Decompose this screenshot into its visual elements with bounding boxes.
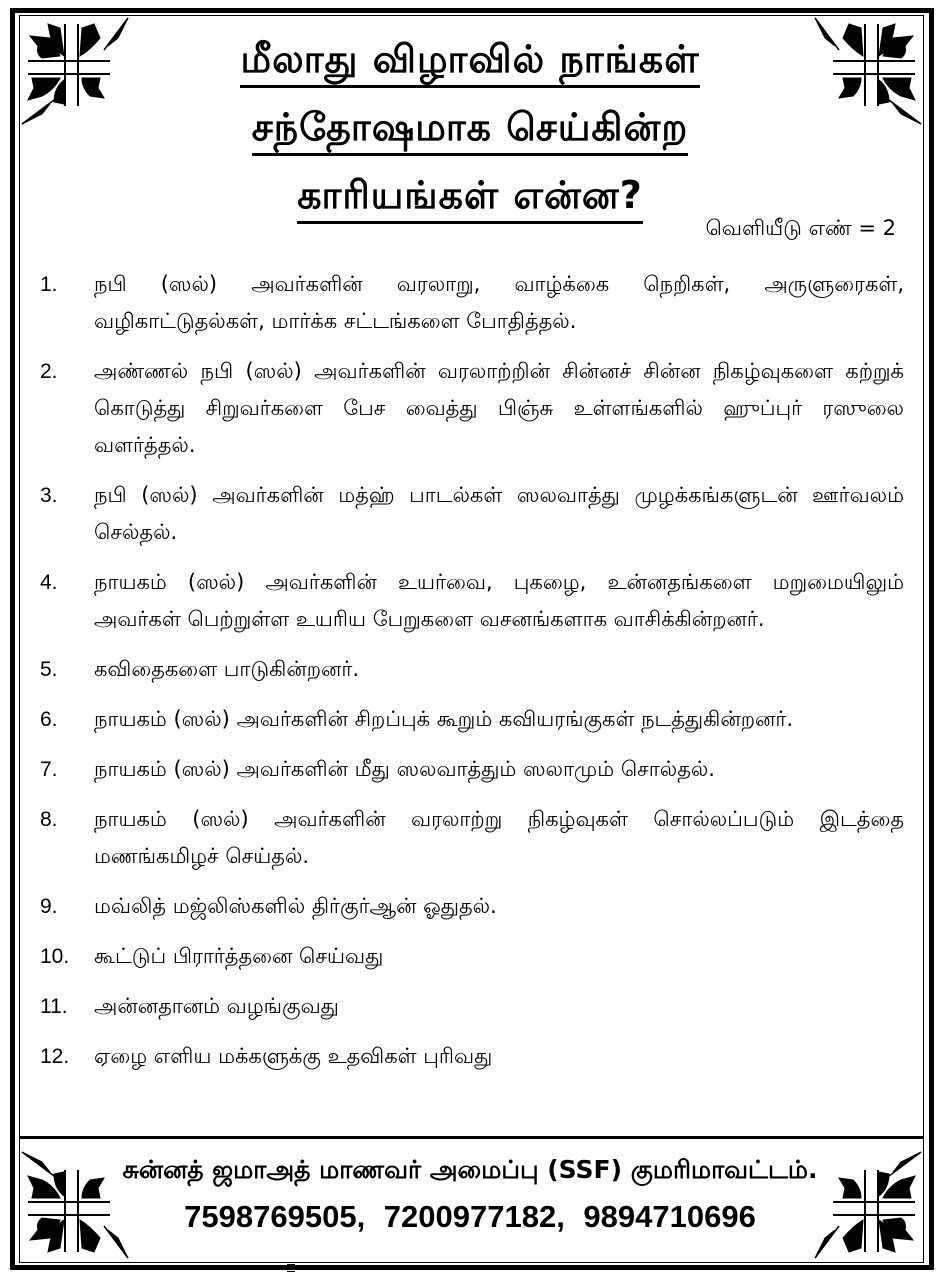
corner-ornament-icon	[813, 1150, 923, 1260]
item-number: 4.	[40, 571, 58, 594]
item-text: நாயகம் (ஸல்) அவர்களின் உயர்வை, புகழை, உன்னதங்களை மறுமையிலும் அவர்கள் பெற்றுள்ள உயரிய பேறுகளை வசனங்களாக வாசிக்கின்றனர்.	[94, 570, 904, 631]
item-number: 10.	[40, 945, 70, 968]
list-item	[36, 751, 904, 788]
list-item	[36, 477, 904, 551]
list-item	[36, 938, 904, 975]
list-item	[36, 801, 904, 875]
item-text: நபி (ஸல்) அவர்களின் வரலாறு, வாழ்க்கை நெறிகள், அருளுரைகள், வழிகாட்டுதல்கள், மார்க்க சட்டங்களை போதித்தல்.	[94, 272, 904, 333]
item-text: கவிதைகளை பாடுகின்றனர்.	[94, 657, 360, 681]
item-number: 5.	[40, 658, 58, 681]
item-number: 8.	[40, 808, 58, 831]
item-text: நபி (ஸல்) அவர்களின் மத்ஹ் பாடல்கள் ஸலவாத்து முழக்கங்களுடன் ஊர்வலம் செல்தல்.	[94, 483, 904, 544]
list-item	[36, 1038, 904, 1075]
page-title	[120, 34, 820, 234]
corner-ornament-icon	[20, 1150, 130, 1260]
item-number: 1.	[40, 273, 58, 296]
issue-number: வெளியீடு எண் = 2	[705, 216, 896, 240]
title-line-3: காரியங்கள் என்ன?	[297, 170, 643, 224]
item-text: நாயகம் (ஸல்) அவர்களின் சிறப்புக் கூறும் கவியரங்குகள் நடத்துகின்றனர்.	[94, 707, 794, 731]
item-number: 7.	[40, 758, 58, 781]
corner-ornament-icon	[813, 16, 923, 126]
organization-name: சுன்னத் ஜமாஅத் மாணவர் அமைப்பு (SSF) குமரிமாவட்டம்.	[122, 1155, 818, 1184]
item-number: 3.	[40, 484, 58, 507]
list-item	[36, 353, 904, 464]
activities-list	[36, 266, 904, 1088]
title-line-2: சந்தோஷமாக செய்கின்ற	[252, 102, 689, 156]
list-item	[36, 701, 904, 738]
item-number: 9.	[40, 895, 58, 918]
item-text: ஏழை எளிய மக்களுக்கு உதவிகள் புரிவது	[94, 1044, 493, 1068]
item-number: 12.	[40, 1045, 70, 1068]
item-number: 11.	[40, 995, 68, 1018]
contact-phones: 7598769505, 7200977182, 9894710696	[184, 1199, 756, 1234]
item-text: நாயகம் (ஸல்) அவர்களின் வரலாற்று நிகழ்வுகள் சொல்லப்படும் இடத்தை மணங்கமிழச் செய்தல்.	[94, 807, 904, 868]
list-item	[36, 988, 904, 1025]
list-item	[36, 564, 904, 638]
item-text: அண்ணல் நபி (ஸல்) அவர்களின் வரலாற்றின் சின்னச் சின்ன நிகழ்வுகளை கற்றுக் கொடுத்து சிறுவர்களை பேச வைத்து பிஞ்சு உள்ளங்களில் ஹுப்புர் ரஸுலை வளர்த்தல்.	[94, 359, 904, 457]
item-number: 6.	[40, 708, 58, 731]
item-text: நாயகம் (ஸல்) அவர்களின் மீது ஸலவாத்தும் ஸலாமும் சொல்தல்.	[94, 757, 715, 781]
list-item	[36, 266, 904, 340]
footer	[120, 1150, 820, 1240]
corner-ornament-icon	[20, 16, 130, 126]
scan-artifact	[287, 1264, 295, 1272]
title-line-1: மீலாது விழாவில் நாங்கள்	[240, 34, 699, 88]
list-item	[36, 651, 904, 688]
item-number: 2.	[40, 360, 58, 383]
item-text: அன்னதானம் வழங்குவது	[94, 994, 339, 1018]
item-text: கூட்டுப் பிரார்த்தனை செய்வது	[94, 944, 384, 968]
list-item	[36, 888, 904, 925]
footer-divider	[19, 1136, 924, 1139]
item-text: மவ்லித் மஜ்லிஸ்களில் திர்குர்ஆன் ஓதுதல்.	[94, 894, 497, 918]
